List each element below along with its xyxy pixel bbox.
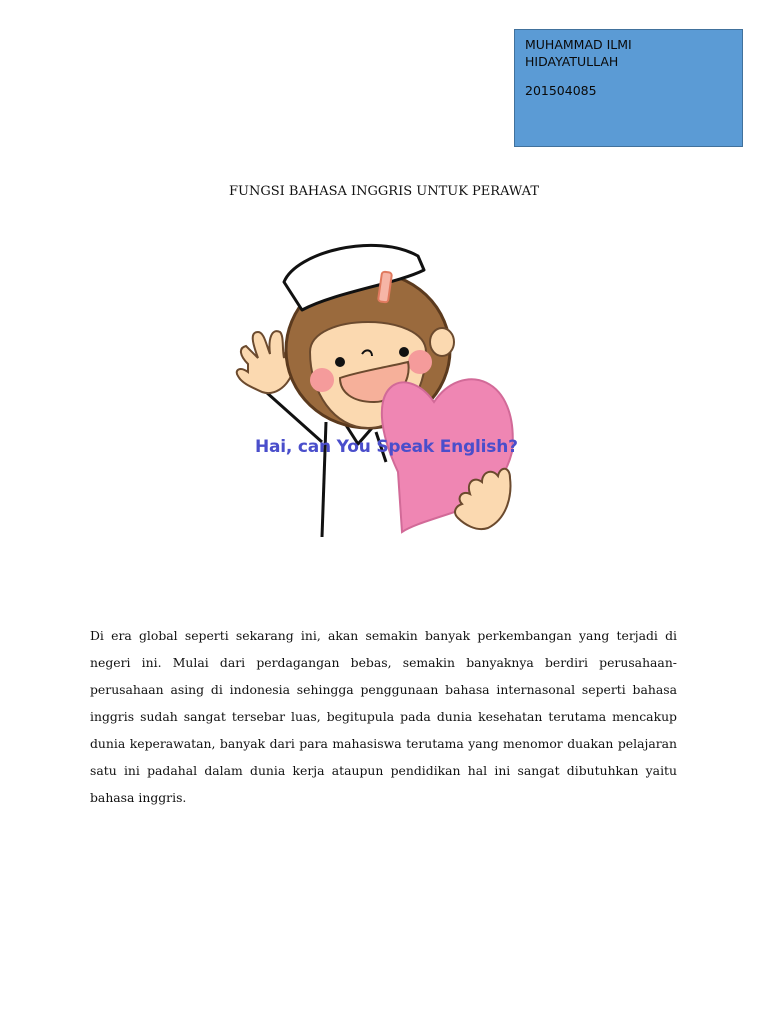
author-name-line-1: MUHAMMAD ILMI [525, 37, 632, 52]
nurse-illustration [226, 232, 538, 542]
student-id: 201504085 [525, 83, 597, 98]
author-name-line-2: HIDAYATULLAH [525, 54, 619, 69]
illustration-caption: Hai, can You Speak English? [255, 437, 518, 457]
document-title: FUNGSI BAHASA INGGRIS UNTUK PERAWAT [229, 184, 539, 199]
body-paragraph: Di era global seperti sekarang ini, akan semakin banyak perkembangan yang terjadi di negeri ini. Mulai dari perdagangan bebas, semakin banyaknya berdiri perusahaan-perusahaan asing di indonesia sehingga penggunaan bahasa internasonal seperti bahasa inggris sudah sangat tersebar luas, begitupula pada dunia kesehatan terutama mencakup dunia keperawatan, banyak dari para mahasiswa terutama yang menomor duakan pelajaran satu ini padahal dalam dunia kerja ataupun pendidikan hal ini sangat dibutuhkan yaitu bahasa inggris. [90, 628, 677, 805]
author-info-box [514, 29, 743, 147]
nurse-holding-heart-icon [226, 232, 538, 542]
